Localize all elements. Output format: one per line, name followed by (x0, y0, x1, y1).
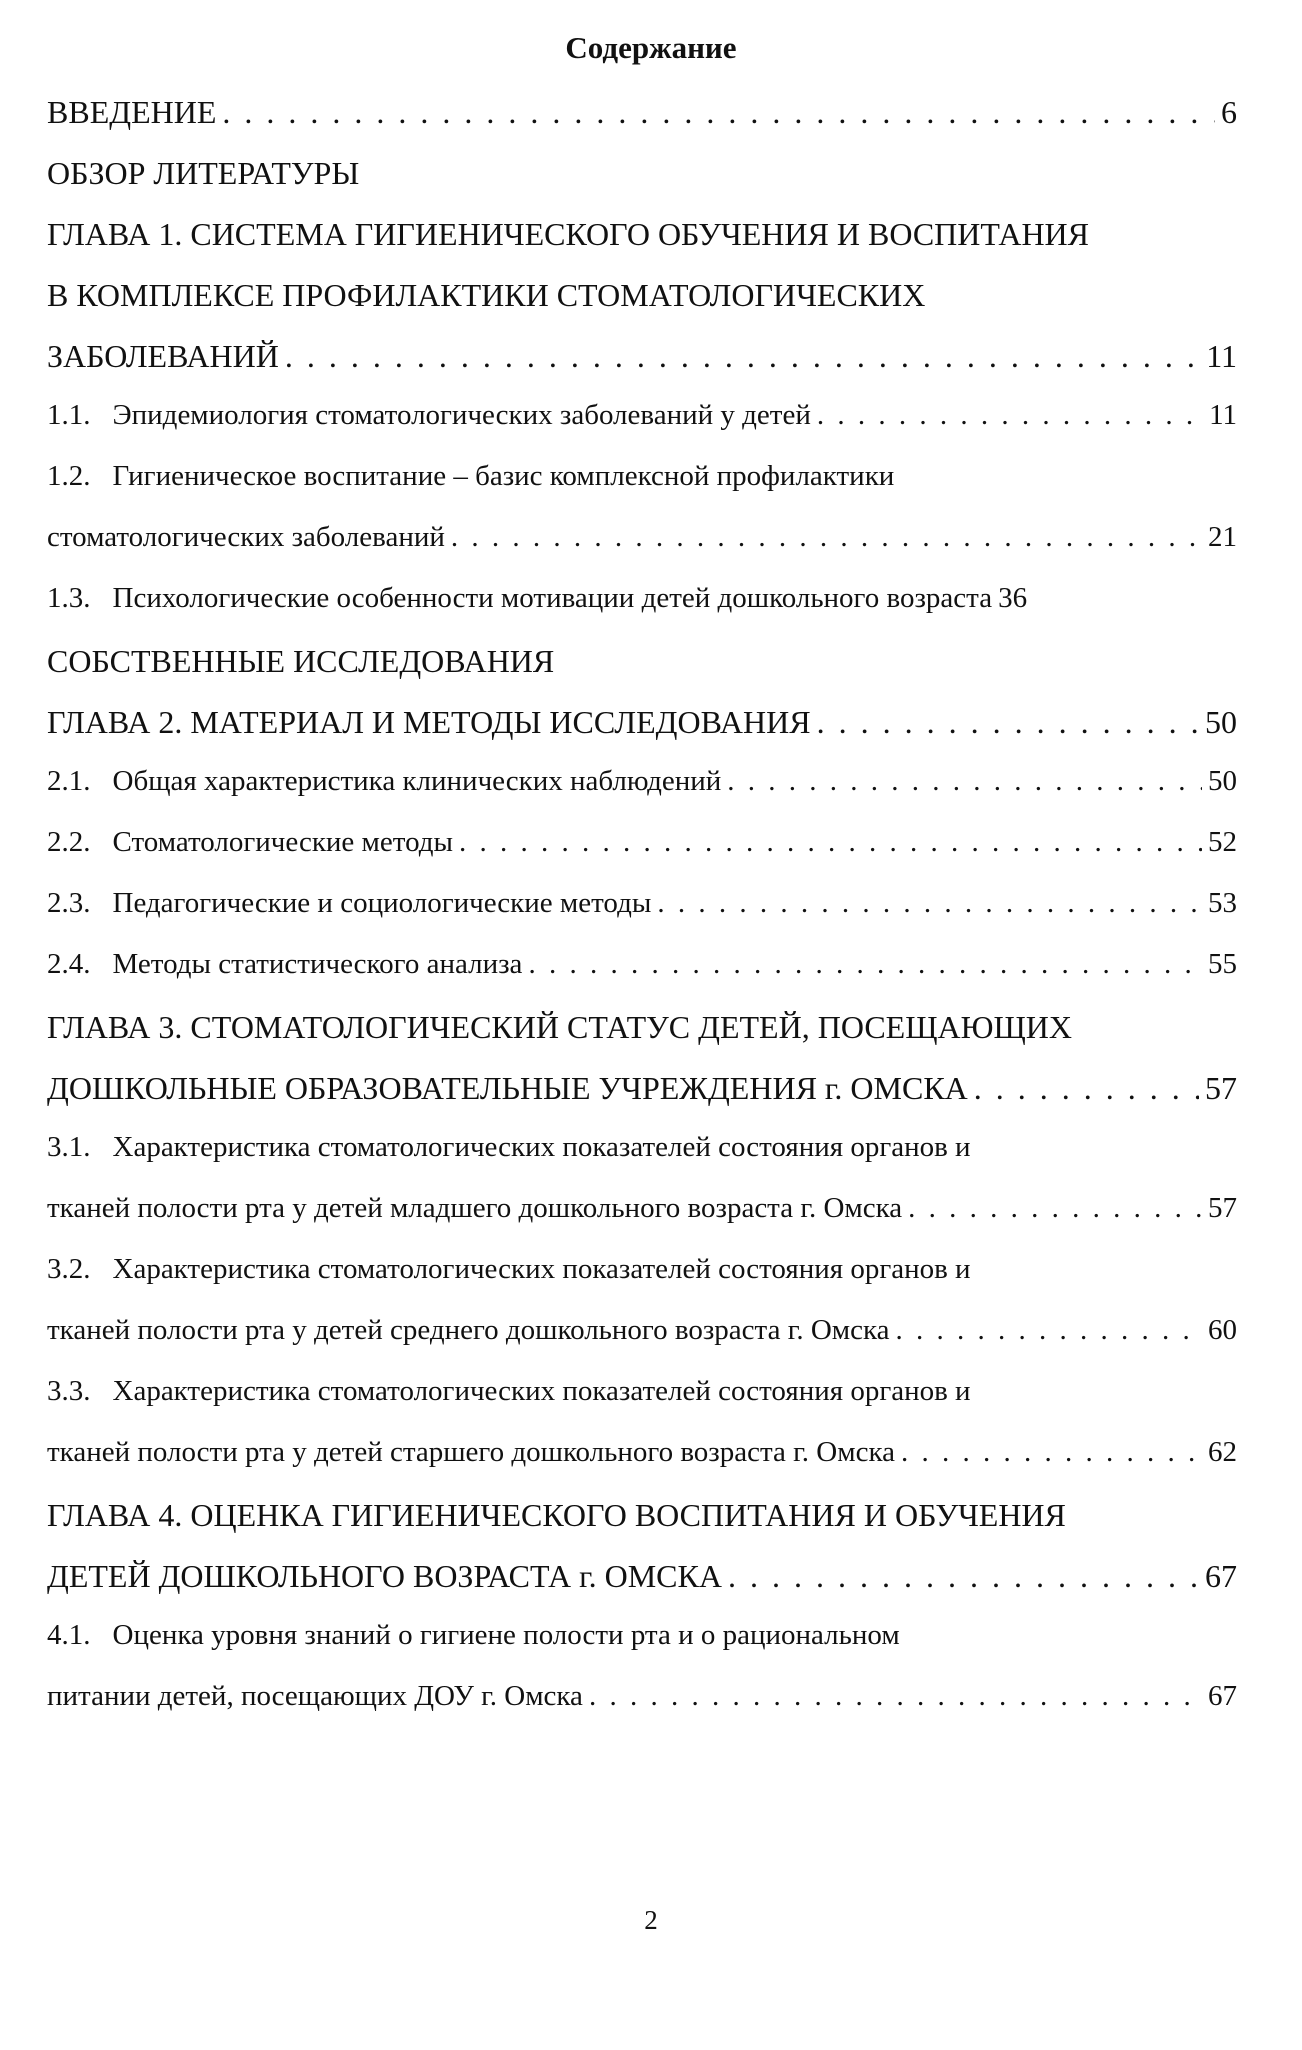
toc-leader-dots (222, 90, 1215, 134)
toc-entry-label: Гигиеническое воспитание – базис комплексной профилактики (112, 460, 895, 492)
toc-entry-page: 21 (1208, 521, 1237, 553)
toc-leader-dots (908, 1188, 1202, 1228)
toc-entry (47, 578, 1247, 639)
toc-line (47, 90, 1247, 134)
toc-line (47, 1615, 1247, 1655)
toc-entry-text (47, 90, 216, 134)
toc-entry-page: 50 (1208, 765, 1237, 797)
toc-entry-label: Характеристика стоматологических показателей состояния органов и (112, 1375, 971, 1407)
toc-leader-dots (727, 761, 1202, 801)
toc-entry-number: 1.2. (47, 460, 91, 492)
toc-entry-label: Общая характеристика клинических наблюдений (112, 765, 722, 797)
toc-line (47, 334, 1247, 378)
toc-entry-text (47, 700, 811, 744)
toc-leader-dots (728, 1554, 1199, 1598)
toc-line (47, 1310, 1247, 1350)
toc-entry-text (47, 578, 992, 618)
toc-entry-page: 62 (1208, 1436, 1237, 1468)
toc-leader-dots (451, 517, 1202, 557)
toc-entry-text (47, 1188, 902, 1228)
toc-entry (47, 334, 1247, 395)
toc-entry (47, 273, 1247, 334)
toc-entry-text (47, 1615, 900, 1655)
toc-entry-label: ГЛАВА 1. СИСТЕМА ГИГИЕНИЧЕСКОГО ОБУЧЕНИЯ И ВОСПИТАНИЯ (47, 216, 1089, 252)
toc-entry-label: Эпидемиология стоматологических заболеваний у детей (112, 399, 811, 431)
table-of-contents (47, 90, 1247, 1737)
toc-entry (47, 1005, 1247, 1066)
toc-entry-label: ДОШКОЛЬНЫЕ ОБРАЗОВАТЕЛЬНЫЕ УЧРЕЖДЕНИЯ г. ОМСКА (47, 1070, 968, 1106)
toc-leader-dots (901, 1432, 1202, 1472)
toc-entry (47, 1066, 1247, 1127)
toc-entry-label: стоматологических заболеваний (47, 521, 445, 553)
toc-line (47, 1005, 1247, 1049)
toc-entry (47, 700, 1247, 761)
toc-entry (47, 883, 1247, 944)
toc-leader-dots (896, 1310, 1202, 1350)
toc-leader-dots (528, 944, 1202, 984)
toc-entry-text (47, 761, 721, 801)
toc-entry-text (47, 1005, 1072, 1049)
toc-entry-page: 55 (1208, 948, 1237, 980)
toc-entry-label: ДЕТЕЙ ДОШКОЛЬНОГО ВОЗРАСТА г. ОМСКА (47, 1558, 722, 1594)
toc-entry-label: питании детей, посещающих ДОУ г. Омска (47, 1680, 583, 1712)
toc-entry (47, 1249, 1247, 1310)
toc-entry-text (47, 1493, 1066, 1537)
toc-entry-text (47, 1310, 890, 1350)
toc-entry (47, 761, 1247, 822)
toc-line (47, 1554, 1247, 1598)
toc-entry-page: 11 (1209, 399, 1237, 431)
toc-entry-label: Оценка уровня знаний о гигиене полости рта и о рациональном (112, 1619, 900, 1651)
toc-entry-number: 2.4. (47, 948, 91, 980)
toc-entry-label: ГЛАВА 2. МАТЕРИАЛ И МЕТОДЫ ИССЛЕДОВАНИЯ (47, 704, 811, 740)
toc-entry-number: 3.3. (47, 1375, 91, 1407)
toc-entry-text (47, 1066, 968, 1110)
toc-leader-dots (589, 1676, 1202, 1716)
toc-entry-label: Характеристика стоматологических показателей состояния органов и (112, 1131, 971, 1163)
toc-entry-label: тканей полости рта у детей среднего дошкольного возраста г. Омска (47, 1314, 890, 1346)
toc-entry (47, 1371, 1247, 1432)
page-number: 2 (644, 1905, 658, 1935)
toc-entry-page: 67 (1205, 1558, 1237, 1594)
toc-entry-text (47, 334, 279, 378)
toc-leader-dots (817, 395, 1203, 435)
toc-line (47, 1249, 1247, 1289)
toc-leader-dots (459, 822, 1202, 862)
toc-line (47, 1127, 1247, 1167)
toc-entry-label: Характеристика стоматологических показателей состояния органов и (112, 1253, 971, 1285)
toc-entry (47, 1615, 1247, 1676)
toc-entry-text (47, 822, 453, 862)
toc-line (47, 395, 1247, 435)
toc-entry-page: 52 (1208, 826, 1237, 858)
toc-leader-dots (817, 700, 1199, 744)
toc-entry-text (47, 944, 522, 984)
toc-entry-text (47, 273, 925, 317)
toc-entry-label: Стоматологические методы (112, 826, 453, 858)
toc-line (47, 639, 1247, 683)
toc-line (47, 822, 1247, 862)
toc-entry-page: 57 (1208, 1192, 1237, 1224)
toc-entry-label: Педагогические и социологические методы (112, 887, 652, 919)
toc-entry (47, 1676, 1247, 1737)
toc-entry (47, 1554, 1247, 1615)
toc-entry (47, 151, 1247, 212)
toc-line (47, 456, 1247, 496)
toc-entry-text (47, 639, 554, 683)
toc-entry-number: 1.3. (47, 582, 91, 614)
toc-entry-page: 36 (998, 582, 1028, 614)
toc-line (47, 944, 1247, 984)
toc-line (47, 1493, 1247, 1537)
toc-entry (47, 639, 1247, 700)
toc-leader-dots (657, 883, 1202, 923)
toc-entry-text (47, 456, 894, 496)
toc-line (47, 883, 1247, 923)
toc-entry-label: Психологические особенности мотивации детей дошкольного возраста (112, 582, 993, 614)
toc-entry (47, 456, 1247, 517)
toc-entry-label: СОБСТВЕННЫЕ ИССЛЕДОВАНИЯ (47, 643, 555, 679)
toc-entry-text (47, 1432, 895, 1472)
toc-title: Содержание (565, 30, 737, 65)
toc-entry-page: 53 (1208, 887, 1237, 919)
toc-entry-text (47, 395, 811, 435)
toc-entry-label: тканей полости рта у детей старшего дошкольного возраста г. Омска (47, 1436, 895, 1468)
toc-line (47, 761, 1247, 801)
toc-entry-number: 2.2. (47, 826, 91, 858)
toc-entry-text (47, 517, 445, 557)
toc-line (47, 1432, 1247, 1472)
toc-line (47, 700, 1247, 744)
toc-entry (47, 395, 1247, 456)
toc-line (47, 517, 1247, 557)
toc-entry-text (47, 1676, 583, 1716)
toc-entry (47, 1188, 1247, 1249)
toc-entry (47, 944, 1247, 1005)
toc-entry (47, 212, 1247, 273)
toc-entry-page: 11 (1206, 338, 1237, 374)
toc-leader-dots (285, 334, 1200, 378)
toc-entry-label: В КОМПЛЕКСЕ ПРОФИЛАКТИКИ СТОМАТОЛОГИЧЕСКИХ (47, 277, 926, 313)
toc-entry-text (47, 212, 1089, 256)
toc-entry-page: 60 (1208, 1314, 1237, 1346)
toc-entry (47, 1310, 1247, 1371)
toc-entry-number: 2.3. (47, 887, 91, 919)
toc-entry-text (47, 1127, 971, 1167)
toc-entry-text (47, 1249, 971, 1289)
toc-entry-page: 50 (1205, 704, 1237, 740)
toc-entry (47, 1432, 1247, 1493)
toc-entry-text (47, 1554, 722, 1598)
toc-entry-label: Методы статистического анализа (112, 948, 523, 980)
toc-entry-number: 4.1. (47, 1619, 91, 1651)
toc-leader-dots (974, 1066, 1199, 1110)
toc-line (47, 151, 1247, 195)
toc-entry (47, 90, 1247, 151)
toc-entry-label: тканей полости рта у детей младшего дошкольного возраста г. Омска (47, 1192, 903, 1224)
toc-line (47, 578, 1247, 618)
toc-line (47, 273, 1247, 317)
toc-entry-label: ЗАБОЛЕВАНИЙ (47, 338, 279, 374)
toc-entry-page: 6 (1221, 94, 1237, 130)
toc-line (47, 1188, 1247, 1228)
toc-entry-number: 3.2. (47, 1253, 91, 1285)
toc-entry-text (47, 1371, 971, 1411)
toc-entry-number: 2.1. (47, 765, 91, 797)
toc-entry-text (47, 883, 651, 923)
toc-entry (47, 517, 1247, 578)
toc-entry-label: ОБЗОР ЛИТЕРАТУРЫ (47, 155, 360, 191)
toc-line (47, 1676, 1247, 1716)
toc-line (47, 1066, 1247, 1110)
toc-entry-text (47, 151, 359, 195)
toc-entry-label: ВВЕДЕНИЕ (47, 94, 217, 130)
toc-entry-label: ГЛАВА 3. СТОМАТОЛОГИЧЕСКИЙ СТАТУС ДЕТЕЙ, ПОСЕЩАЮЩИХ (47, 1009, 1072, 1045)
toc-entry (47, 822, 1247, 883)
toc-entry-number: 1.1. (47, 399, 91, 431)
toc-entry-page: 57 (1205, 1070, 1237, 1106)
toc-line (47, 1371, 1247, 1411)
toc-entry (47, 1493, 1247, 1554)
toc-entry (47, 1127, 1247, 1188)
toc-entry-number: 3.1. (47, 1131, 91, 1163)
toc-line (47, 212, 1247, 256)
toc-entry-page: 67 (1208, 1680, 1237, 1712)
toc-entry-label: ГЛАВА 4. ОЦЕНКА ГИГИЕНИЧЕСКОГО ВОСПИТАНИЯ И ОБУЧЕНИЯ (47, 1497, 1066, 1533)
